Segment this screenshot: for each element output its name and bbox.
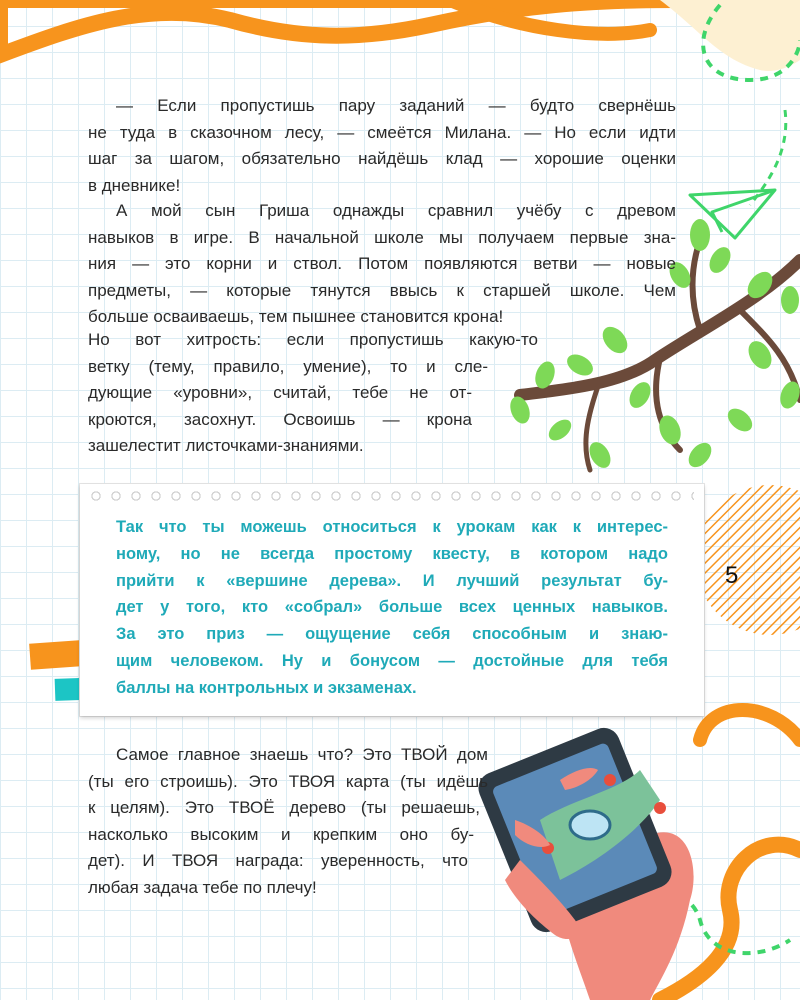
orange-tape	[29, 640, 81, 669]
text-line: Самое главное знаешь что? Это ТВОЙ дом	[116, 745, 488, 764]
text-line: в дневнике!	[88, 175, 181, 195]
paragraph-1	[88, 93, 676, 199]
note-line: дет у того, кто «собрал» больше всех ценных навыков.	[116, 598, 668, 617]
note-line: За это приз — ощущение себя способным и знаю-	[116, 625, 668, 644]
text-line: не туда в сказочном лесу, — смеётся Милана. — Но если идти	[88, 122, 676, 142]
note-line: Так что ты можешь относиться к урокам как к интерес-	[116, 518, 668, 536]
text-line: — Если пропустишь пару заданий — будто свернёшь	[116, 96, 676, 115]
spiral-rings	[90, 490, 694, 502]
paragraph-3	[88, 327, 538, 460]
text-line: шаг за шагом, обязательно найдёшь клад — хорошие оценки	[88, 149, 676, 168]
text-line: А мой сын Гриша однажды сравнил учёбу с древом	[116, 201, 676, 220]
text-line: зашелестит листочками-знаниями.	[88, 436, 364, 455]
note-line: прийти к «вершине дерева». И лучший результат бу-	[116, 571, 668, 590]
text-line: любая задача тебе по плечу!	[88, 877, 317, 897]
note-text	[116, 514, 668, 702]
text-line: к целям). Это ТВОЁ дерево (ты решаешь,	[88, 798, 480, 817]
note-line: баллы на контрольных и экзаменах.	[116, 678, 417, 697]
text-line: дет). И ТВОЯ награда: уверенность, что	[88, 851, 468, 870]
orange-arc-bottom-right	[700, 710, 800, 740]
text-line: ветку (тему, правило, умение), то и сле-	[88, 356, 488, 376]
text-line: предметы, — которые тянутся ввысь к старшей школе. Чем	[88, 280, 676, 300]
paragraph-2	[88, 198, 676, 331]
text-line: насколько высоким и крепким оно бу-	[88, 824, 474, 844]
text-line: кроются, засохнут. Освоишь — крона	[88, 409, 472, 429]
text-line: больше осваиваешь, тем пышнее становится крона!	[88, 307, 504, 326]
text-line: Но вот хитрость: если пропустишь какую-то	[88, 330, 538, 349]
text-line: (ты его строишь). Это ТВОЯ карта (ты идёшь	[88, 771, 488, 791]
orange-hatched-circle	[695, 485, 800, 635]
note-card	[80, 484, 704, 716]
note-line: ному, но не всегда простому квесту, в котором надо	[116, 544, 668, 563]
cream-blob-top-right	[660, 0, 800, 71]
note-line: щим человеком. Ну и бонусом — достойные для тебя	[116, 651, 668, 670]
text-line: навыков в игре. В начальной школе мы получаем первые зна-	[88, 227, 676, 247]
text-line: ния — это корни и ствол. Потом появляются ветви — новые	[88, 254, 676, 273]
paragraph-5	[88, 742, 488, 901]
phone-in-hand-icon	[474, 723, 694, 1000]
text-line: дующие «уровни», считай, тебе не от-	[88, 383, 472, 402]
page-number: 5	[725, 562, 739, 589]
